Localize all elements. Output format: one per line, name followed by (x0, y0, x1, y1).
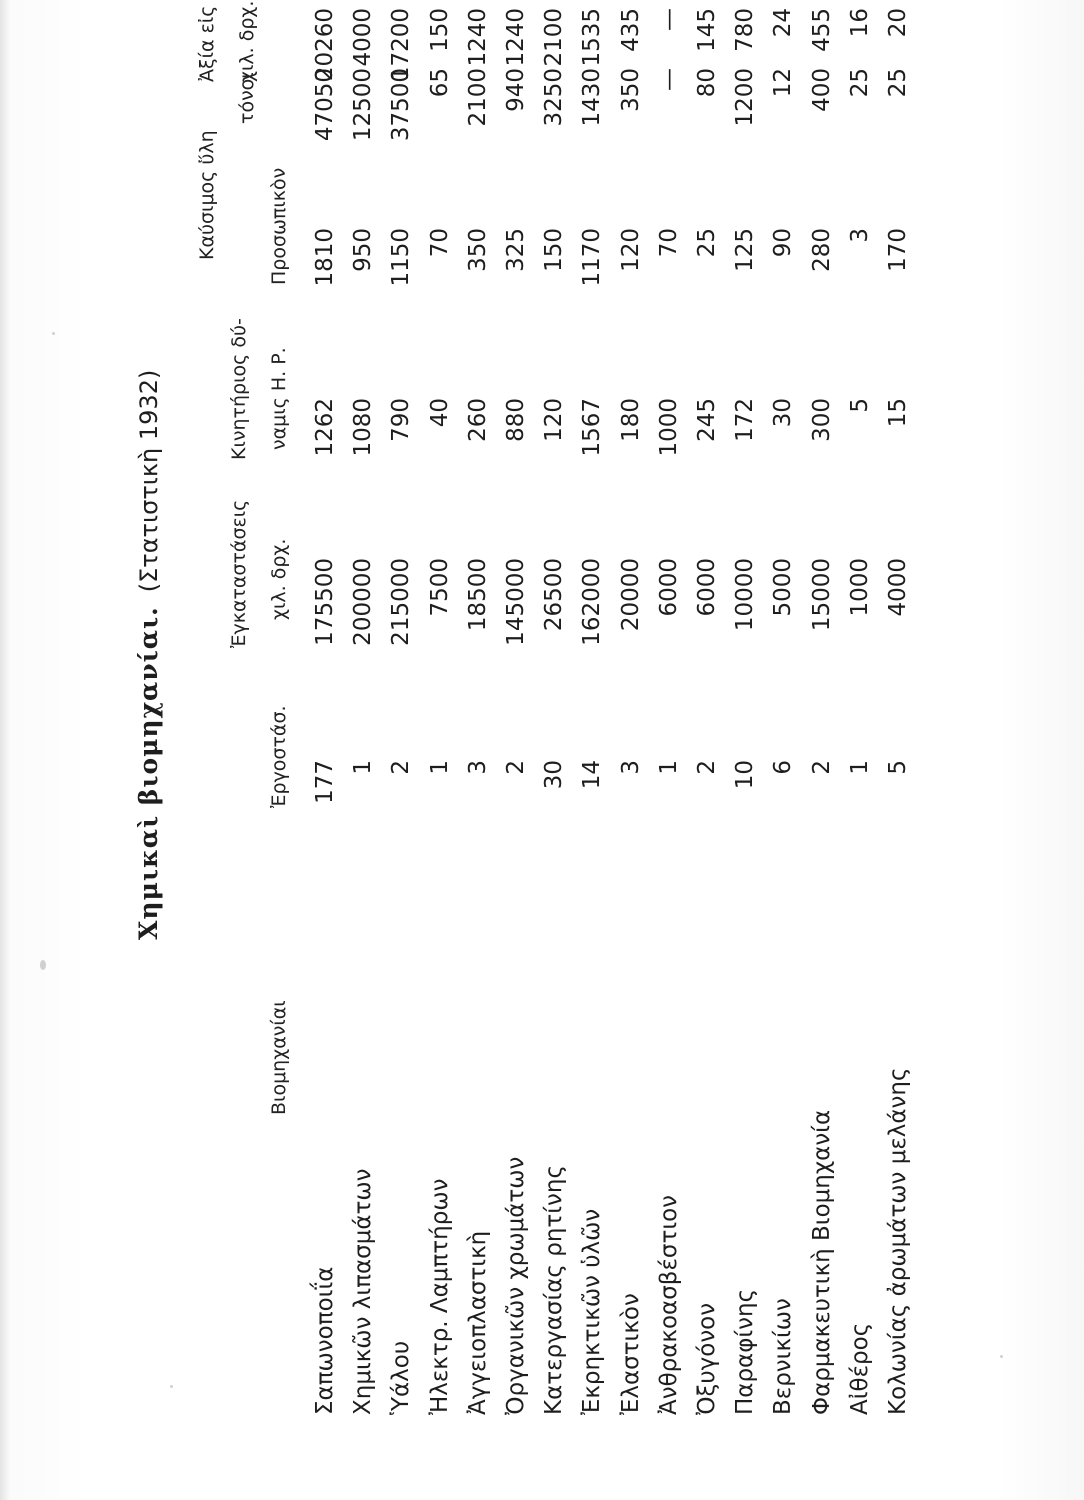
cell-value: — (656, 8, 682, 31)
header-value-line2: χιλ. δρχ. (236, 0, 258, 82)
cell-power: 1567 (579, 398, 605, 457)
cell-installations: 1000 (847, 558, 873, 617)
cell-factories: 1 (427, 760, 453, 775)
cell-personnel: 70 (656, 228, 682, 258)
cell-personnel: 1810 (312, 228, 338, 287)
cell-value: 780 (732, 8, 758, 52)
cell-fuel: 350 (618, 68, 644, 112)
row-industry-name: Φαρμακευτικὴ Βιομηχανία (809, 1109, 835, 1415)
cell-factories: 6 (770, 760, 796, 775)
row-industry-name: Ἀγγειοπλαστικὴ (465, 1230, 491, 1415)
cell-fuel: 3250 (541, 68, 567, 127)
header-industries: Βιομηχανίαι (268, 1000, 290, 1115)
row-industry-name: Ἀνθρακοασβέστιον (656, 1194, 682, 1415)
cell-factories: 14 (579, 760, 605, 790)
cell-power: 1080 (350, 398, 376, 457)
cell-installations: 10000 (732, 558, 758, 632)
cell-factories: 10 (732, 760, 758, 790)
cell-factories: 5 (885, 760, 911, 775)
cell-value: 150 (427, 8, 453, 52)
cell-power: 15 (885, 398, 911, 428)
cell-personnel: 70 (427, 228, 453, 258)
cell-factories: 2 (503, 760, 529, 775)
header-personnel: Προσωπικὸν (268, 167, 290, 285)
cell-installations: 6000 (656, 558, 682, 617)
cell-fuel: 1200 (732, 68, 758, 127)
row-industry-name: Ὀξυγόνον (694, 1302, 720, 1415)
cell-fuel: — (656, 68, 682, 91)
header-fuel-line2: τόνοι (236, 72, 258, 124)
cell-power: 245 (694, 398, 720, 442)
cell-installations: 4000 (885, 558, 911, 617)
header-power-line2: ναμις Η. Ρ. (268, 347, 290, 450)
cell-power: 260 (465, 398, 491, 442)
cell-personnel: 325 (503, 228, 529, 272)
cell-personnel: 25 (694, 228, 720, 258)
row-industry-name: Ἠλεκτρ. Λαμπτήρων (427, 1178, 453, 1415)
cell-personnel: 3 (847, 228, 873, 243)
cell-personnel: 1150 (388, 228, 414, 287)
cell-factories: 2 (388, 760, 414, 775)
header-installations-line1: Ἐγκαταστάσεις (228, 499, 250, 648)
cell-personnel: 120 (618, 228, 644, 272)
cell-installations: 26500 (541, 558, 567, 632)
row-industry-name: Ὑάλου (388, 1340, 414, 1415)
cell-power: 1000 (656, 398, 682, 457)
cell-fuel: 1430 (579, 68, 605, 127)
row-industry-name: Βερνικίων (770, 1298, 796, 1415)
cell-fuel: 37500 (388, 68, 414, 142)
cell-fuel: 400 (809, 68, 835, 112)
cell-power: 30 (770, 398, 796, 428)
cell-installations: 162000 (579, 558, 605, 646)
cell-value: 435 (618, 8, 644, 52)
cell-factories: 1 (847, 760, 873, 775)
cell-power: 790 (388, 398, 414, 442)
cell-value: 20 (885, 8, 911, 38)
header-power-line1: Κινητήριος δύ- (228, 318, 250, 460)
cell-personnel: 170 (885, 228, 911, 272)
cell-personnel: 125 (732, 228, 758, 272)
cell-power: 1262 (312, 398, 338, 457)
table-title: Χημικαὶ βιομηχανίαι. (134, 606, 163, 940)
cell-installations: 175500 (312, 558, 338, 646)
cell-fuel: 940 (503, 68, 529, 112)
cell-installations: 5000 (770, 558, 796, 617)
cell-installations: 18500 (465, 558, 491, 632)
row-industry-name: Ἐλαστικὸν (618, 1293, 644, 1415)
row-industry-name: Ἐκρηκτικῶν ὑλῶν (579, 1208, 605, 1415)
row-industry-name: Κολωνίας ἀρωμάτων μελάνης (885, 1067, 911, 1415)
cell-personnel: 1170 (579, 228, 605, 287)
table-subtitle: (Στατιστικὴ 1932) (135, 369, 163, 593)
cell-power: 180 (618, 398, 644, 442)
cell-installations: 7500 (427, 558, 453, 617)
cell-factories: 3 (618, 760, 644, 775)
cell-value: 2100 (541, 8, 567, 67)
row-industry-name: Κατεργασίας ρητίνης (541, 1165, 567, 1415)
cell-value: 24 (770, 8, 796, 38)
row-industry-name: Χημικῶν λιπασμάτων (350, 1168, 376, 1415)
cell-value: 1240 (465, 8, 491, 67)
header-fuel-line1: Καύσιμος ὕλη (196, 130, 218, 260)
cell-fuel: 47050 (312, 68, 338, 142)
cell-value: 455 (809, 8, 835, 52)
cell-factories: 1 (656, 760, 682, 775)
row-industry-name: Σαπωνοποιΐα (312, 1266, 338, 1415)
row-industry-name: Αἰθέρος (847, 1322, 873, 1415)
cell-installations: 200000 (350, 558, 376, 646)
header-factories: Ἐργοστάσ. (268, 705, 290, 808)
cell-installations: 20000 (618, 558, 644, 632)
cell-power: 120 (541, 398, 567, 442)
cell-factories: 177 (312, 760, 338, 804)
cell-power: 880 (503, 398, 529, 442)
row-industry-name: Παραφίνης (732, 1288, 758, 1415)
cell-power: 5 (847, 398, 873, 413)
header-installations-line2: χιλ. δρχ. (268, 538, 290, 620)
cell-value: 17200 (388, 8, 414, 82)
row-industry-name: Ὀργανικῶν χρωμάτων (503, 1156, 529, 1415)
cell-power: 40 (427, 398, 453, 428)
cell-fuel: 80 (694, 68, 720, 98)
cell-installations: 15000 (809, 558, 835, 632)
cell-value: 1240 (503, 8, 529, 67)
cell-fuel: 25 (847, 68, 873, 98)
cell-factories: 2 (694, 760, 720, 775)
cell-value: 4000 (350, 8, 376, 67)
cell-value: 145 (694, 8, 720, 52)
cell-personnel: 350 (465, 228, 491, 272)
cell-installations: 215000 (388, 558, 414, 646)
cell-value: 20260 (312, 8, 338, 82)
cell-personnel: 950 (350, 228, 376, 272)
cell-value: 16 (847, 8, 873, 38)
table-title-line (134, 370, 163, 940)
cell-fuel: 12 (770, 68, 796, 98)
cell-fuel: 25 (885, 68, 911, 98)
cell-personnel: 280 (809, 228, 835, 272)
cell-installations: 6000 (694, 558, 720, 617)
cell-fuel: 65 (427, 68, 453, 98)
cell-fuel: 2100 (465, 68, 491, 127)
cell-power: 172 (732, 398, 758, 442)
cell-value: 1535 (579, 8, 605, 67)
cell-factories: 3 (465, 760, 491, 775)
cell-fuel: 12500 (350, 68, 376, 142)
cell-factories: 30 (541, 760, 567, 790)
cell-personnel: 90 (770, 228, 796, 258)
cell-installations: 145000 (503, 558, 529, 646)
cell-factories: 1 (350, 760, 376, 775)
cell-factories: 2 (809, 760, 835, 775)
cell-power: 300 (809, 398, 835, 442)
cell-personnel: 150 (541, 228, 567, 272)
header-value-line1: Ἀξία εἰς (196, 5, 218, 82)
